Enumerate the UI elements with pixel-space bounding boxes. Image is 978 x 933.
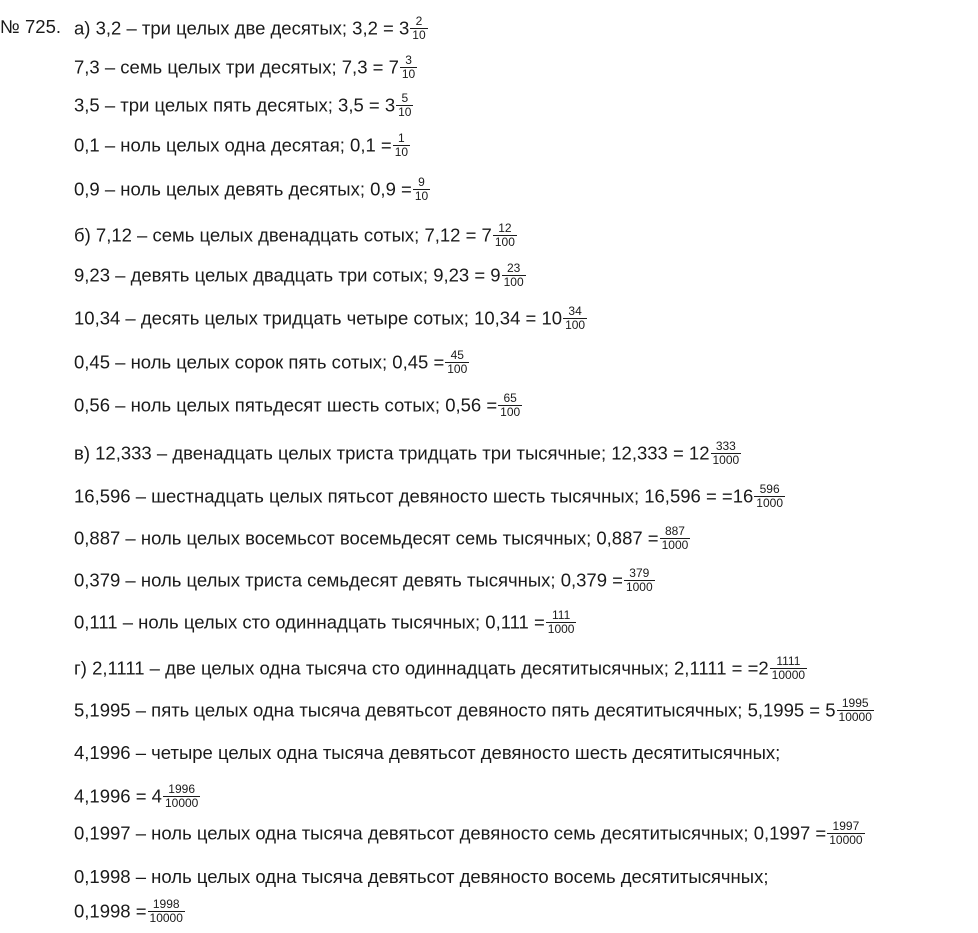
decimal-number: 0,887: [74, 527, 121, 549]
fraction: [163, 783, 200, 810]
fraction: [410, 15, 427, 42]
fraction-denominator: 10000: [829, 833, 863, 847]
number-in-words: ноль целых пятьдесят шесть сотых;: [130, 394, 441, 416]
fraction-denominator: 10: [394, 145, 409, 159]
decimal-number: 9,23: [74, 264, 111, 286]
number-in-words: ноль целых девять десятых;: [120, 178, 365, 200]
decimal-number: 0,45: [74, 351, 111, 373]
section-label: г): [74, 657, 93, 679]
equation: 0,379 =: [560, 569, 623, 591]
fraction: [498, 392, 522, 419]
fraction-denominator: 1000: [661, 538, 689, 552]
equation: 0,1997 =: [753, 822, 827, 844]
decimal-number: 0,379: [74, 569, 121, 591]
fraction-denominator: 1000: [756, 496, 783, 510]
decimal-number: 12,333: [95, 442, 152, 464]
fraction-denominator: 10: [412, 28, 426, 42]
decimal-number: 2,1111: [92, 657, 145, 679]
section-label: б): [74, 224, 96, 246]
decimal-number: 10,34: [74, 307, 121, 329]
decimal-number: 3,5: [74, 94, 100, 116]
answer-line: [74, 899, 185, 926]
fraction-denominator: 10000: [149, 911, 183, 925]
fraction-numerator: 12: [498, 221, 512, 235]
number-in-words: ноль целых восемьсот восемьдесят семь тысячных;: [140, 527, 592, 549]
answer-line: в) 12,333 – двенадцать целых триста тридцать три тысячные; 12,333 = 12 $\frac{333}{1000}$: [74, 439, 740, 467]
fraction-denominator: 1000: [712, 453, 740, 467]
fraction-denominator: 10: [414, 189, 429, 203]
number-in-words: ноль целых сто одиннадцать тысячных;: [138, 611, 481, 633]
equation: 0,9 =: [370, 178, 412, 200]
answer-line: 5,1995 – пять целых одна тысяча девятьсот девяносто пять десятитысячных; 5,1995 = 5 $\frac{1995}{10000}$: [74, 696, 872, 724]
fraction: [502, 262, 526, 289]
fraction-numerator: 1995: [841, 696, 869, 710]
fraction: [413, 176, 430, 203]
number-in-words: две целых одна тысяча сто одиннадцать десятитысячных;: [165, 657, 669, 679]
fraction: [837, 697, 874, 724]
fraction: [770, 655, 807, 682]
fraction-denominator: 1000: [547, 622, 575, 636]
number-in-words: шестнадцать целых пятьсот девяносто шесть тысячных;: [151, 485, 640, 507]
equation: 10,34 = 10: [474, 307, 563, 329]
fraction-numerator: 1111: [776, 654, 801, 668]
fraction-denominator: 100: [494, 235, 515, 249]
number-in-words: ноль целых триста семьдесят девять тысячных;: [140, 569, 556, 591]
fraction-numerator: 333: [715, 439, 736, 453]
equation: 0,1 =: [350, 134, 392, 156]
fraction-numerator: 887: [664, 524, 685, 538]
decimal-number: 16,596: [74, 485, 131, 507]
fraction-numerator: 596: [759, 482, 780, 496]
answer-line: 0,111 – ноль целых сто одиннадцать тысячных; 0,111 = $\frac{111}{1000}$: [74, 608, 575, 636]
section-label: в): [74, 442, 96, 464]
answer-line: 10,34 – десять целых тридцать четыре сотых; 10,34 = 10 $\frac{34}{100}$: [74, 304, 586, 332]
answer-line: г) 2,1111 – две целых одна тысяча сто одиннадцать десятитысячных; 2,1111 = =2 $\frac{1111}{10000}$: [74, 654, 806, 682]
answer-line: 0,1998 – ноль целых одна тысяча девятьсот девяносто восемь десятитысячных;: [74, 866, 769, 887]
problem-number: № 725.: [0, 16, 61, 37]
decimal-number: 3,2: [95, 17, 122, 39]
decimal-number: 0,1: [74, 134, 100, 156]
equation: 7,3 = 7: [341, 56, 399, 78]
fraction: [400, 54, 417, 81]
equation: 3,2 = 3: [352, 17, 410, 39]
fraction-numerator: 1998: [152, 897, 180, 911]
number-in-words: ноль целых сорок пять сотых;: [130, 351, 388, 373]
fraction: [660, 525, 691, 552]
equation: 9,23 = 9: [433, 264, 501, 286]
decimal-number: 0,9: [74, 178, 100, 200]
number-in-words: ноль целых одна десятая;: [120, 134, 345, 156]
fraction-denominator: 1000: [625, 580, 653, 594]
decimal-number: 0,56: [74, 394, 111, 416]
decimal-number: 7,3: [74, 56, 100, 78]
answer-line: 0,1997 – ноль целых одна тысяча девятьсот девяносто семь десятитысячных; 0,1997 = $\frac{1997}{10000}$: [74, 819, 863, 847]
answer-line: 0,9 – ноль целых девять десятых; 0,9 = $\frac{9}{10}$: [74, 175, 429, 203]
fraction-numerator: 3: [405, 53, 412, 67]
decimal-number: 0,1998: [74, 866, 131, 887]
answer-line: б) 7,12 – семь целых двенадцать сотых; 7,12 = 7 $\frac{12}{100}$: [74, 221, 515, 249]
equation: 12,333 = 12: [611, 442, 710, 464]
fraction-denominator: 10000: [164, 796, 199, 810]
answer-line: а) 3,2 – три целых две десятых; 3,2 = 3 $\frac{2}{10}$: [74, 14, 426, 42]
answer-line: 0,56 – ноль целых пятьдесят шесть сотых; 0,56 = $\frac{65}{100}$: [74, 391, 521, 419]
decimal-number: 4,1996: [74, 742, 131, 763]
equation: 7,12 = 7: [424, 224, 492, 246]
decimal-number: 0,1997: [74, 822, 131, 844]
equation: 16,596 = =16: [644, 485, 754, 507]
fraction-numerator: 45: [450, 348, 464, 362]
number-in-words: двенадцать целых триста тридцать три тысячные;: [172, 442, 607, 464]
fraction-numerator: 1: [398, 131, 405, 145]
answer-line: 0,887 – ноль целых восемьсот восемьдесят семь тысячных; 0,887 = $\frac{887}{1000}$: [74, 524, 689, 552]
fraction-numerator: 34: [568, 304, 582, 318]
equation: 0,56 =: [445, 394, 498, 416]
fraction-denominator: 10: [401, 67, 416, 81]
fraction-numerator: 9: [418, 175, 425, 189]
fraction-denominator: 100: [503, 275, 524, 289]
fraction: [624, 567, 655, 594]
number-in-words: четыре целых одна тысяча девятьсот девяносто шесть десятитысячных;: [151, 742, 781, 763]
number-in-words: девять целых двадцать три сотых;: [130, 264, 429, 286]
equation: 4,1996 = 4: [74, 785, 162, 807]
answer-line: 3,5 – три целых пять десятых; 3,5 = 3 $\frac{5}{10}$: [74, 91, 412, 119]
number-in-words: семь целых три десятых;: [120, 56, 337, 78]
fraction: [563, 305, 587, 332]
answer-line: [74, 784, 200, 811]
number-in-words: десять целых тридцать четыре сотых;: [140, 307, 469, 329]
fraction: [148, 898, 185, 925]
fraction: [827, 820, 864, 847]
answer-line: 9,23 – девять целых двадцать три сотых; 9,23 = 9 $\frac{23}{100}$: [74, 261, 524, 289]
answer-line: 7,3 – семь целых три десятых; 7,3 = 7 $\frac{3}{10}$: [74, 53, 416, 81]
fraction-denominator: 10000: [838, 710, 872, 724]
fraction: [754, 483, 785, 510]
number-in-words: ноль целых одна тысяча девятьсот девяносто восемь десятитысячных;: [151, 866, 769, 887]
fraction-numerator: 2: [415, 14, 423, 28]
number-in-words: семь целых двенадцать сотых;: [152, 224, 420, 246]
equation: 0,887 =: [596, 527, 659, 549]
answer-line: 0,45 – ноль целых сорок пять сотых; 0,45 = $\frac{45}{100}$: [74, 348, 468, 376]
answer-line: 0,1 – ноль целых одна десятая; 0,1 = $\frac{1}{10}$: [74, 131, 409, 159]
fraction-denominator: 10: [398, 105, 412, 119]
number-in-words: пять целых одна тысяча девятьсот девяносто пять десятитысячных;: [151, 699, 743, 721]
equation: 0,45 =: [392, 351, 445, 373]
answer-line: 0,379 – ноль целых триста семьдесят девять тысячных; 0,379 = $\frac{379}{1000}$: [74, 566, 653, 594]
fraction-numerator: 111: [552, 608, 571, 622]
fraction: [493, 222, 517, 249]
fraction-denominator: 100: [447, 362, 468, 376]
decimal-number: 7,12: [95, 224, 132, 246]
number-in-words: ноль целых одна тысяча девятьсот девяносто семь десятитысячных;: [151, 822, 749, 844]
equation: 0,1998 =: [74, 900, 147, 922]
fraction-numerator: 5: [401, 91, 409, 105]
fraction: [445, 349, 469, 376]
fraction: [393, 132, 410, 159]
fraction-denominator: 100: [565, 318, 586, 332]
fraction: [396, 92, 413, 119]
fraction-denominator: 100: [500, 405, 521, 419]
equation: 3,5 = 3: [338, 94, 396, 116]
fraction: [546, 609, 577, 636]
section-label: а): [74, 17, 96, 39]
decimal-number: 5,1995: [74, 699, 131, 721]
number-in-words: три целых пять десятых;: [120, 94, 333, 116]
fraction: [711, 440, 742, 467]
fraction-denominator: 10000: [771, 668, 806, 682]
fraction-numerator: 1996: [168, 782, 195, 796]
equation: 2,1111 = =2: [674, 657, 769, 679]
fraction-numerator: 65: [503, 391, 517, 405]
fraction-numerator: 1997: [832, 819, 860, 833]
fraction-numerator: 379: [629, 566, 650, 580]
number-in-words: три целых две десятых;: [141, 17, 348, 39]
answer-line: 16,596 – шестнадцать целых пятьсот девяносто шесть тысячных; 16,596 = =16 $\frac{596}{1000}$: [74, 482, 783, 510]
equation: 0,111 =: [485, 611, 545, 633]
decimal-number: 0,111: [74, 611, 118, 633]
equation: 5,1995 = 5: [747, 699, 836, 721]
answer-line: 4,1996 – четыре целых одна тысяча девятьсот девяносто шесть десятитысячных;: [74, 742, 781, 763]
fraction-numerator: 23: [506, 261, 521, 275]
